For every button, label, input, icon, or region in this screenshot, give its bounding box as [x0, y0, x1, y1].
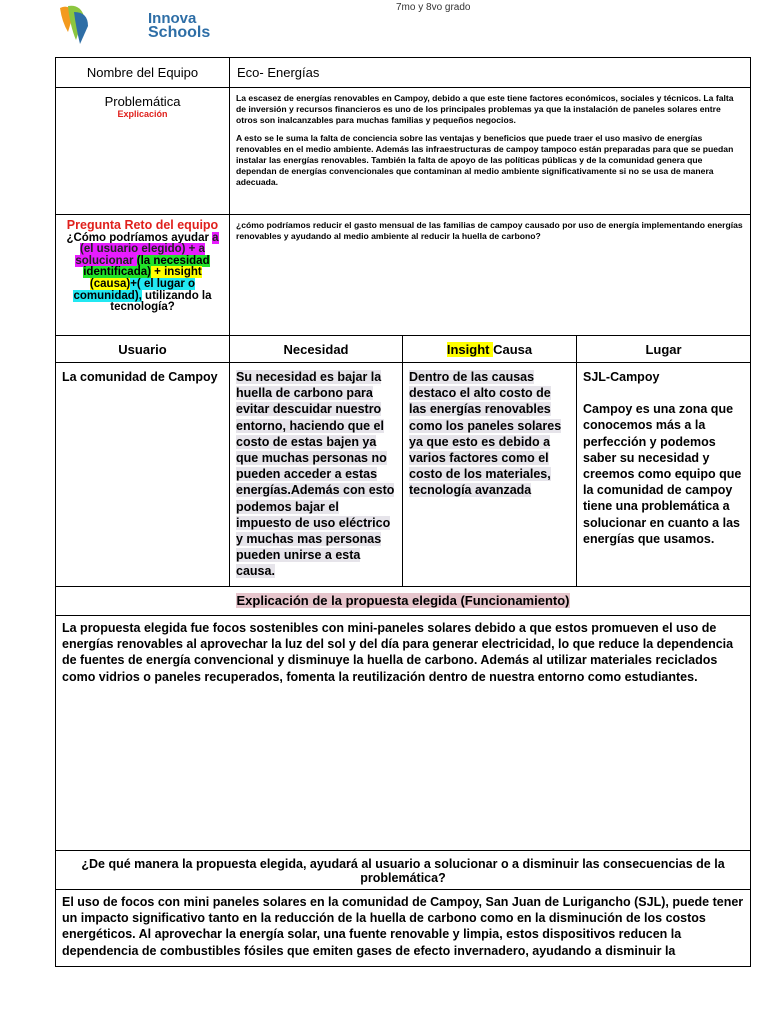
logo-text [148, 12, 210, 40]
problematica-text [230, 88, 751, 215]
reto-part3: + a solucionar [75, 243, 205, 267]
team-name: Eco- Energías [230, 58, 751, 88]
innova-schools-logo [54, 2, 211, 48]
pregunta-body: El uso de focos con mini paneles solares en la comunidad de Campoy, San Juan de Lurigancho (SJL), puede tener un impacto significativo tanto en la reducción de la huella de carbono como en la disminución de los costos energéticos. Al aprovechar la energía solar, una fuente renovable y limpia, estos dispositivos reducen la dependencia de combustibles fósiles que emiten gases de efecto invernadero, ayudando a disminuir la [56, 889, 751, 966]
reto-title: Pregunta Reto del equipo [66, 218, 219, 232]
team-label: Nombre del Equipo [56, 58, 230, 88]
columns-content-row [56, 363, 751, 587]
logo-line1: Innova [148, 10, 197, 27]
explicacion-header-row [56, 586, 751, 615]
necesidad-cell [230, 363, 403, 587]
explicacion-body-row [56, 615, 751, 850]
reto-row [56, 215, 751, 336]
reto-part8: utilizando la tecnología? [110, 289, 212, 314]
grade-label: 7mo y 8vo grado [396, 2, 471, 13]
explicacion-title-cell [56, 586, 751, 615]
necesidad-text: Su necesidad es bajar la huella de carbono para evitar descuidar nuestro entorno, haciendo que el costo de estas bajen ya que muchas personas no pueden acceder a estas energías.Además con esto podemos bajar el impuesto de uso eléctrico y muchas mas personas pueden unirse a esta causa. [236, 370, 395, 579]
reto-part1: ¿Cómo podríamos ayudar [66, 231, 213, 244]
lugar-name: SJL-Campoy [583, 370, 660, 384]
reto-answer: ¿cómo podríamos reducir el gasto mensual de las familias de campoy causado por uso de energía implementando energías renovables y ayudando al medio ambiente al reducir la huella de carbono? [230, 215, 751, 336]
problematica-subtitle: Explicación [117, 109, 168, 119]
reto-need-highlight: (la necesidad identificada) [83, 254, 210, 279]
insight-text: Dentro de las causas destaco el alto costo de las energías renovables como los paneles solares ya que esto es debido a varios factores como el costo de los materiales, tecnología avanzada [409, 370, 562, 498]
pregunta-title: ¿De qué manera la propuesta elegida, ayudará al usuario a solucionar o a disminuir las consecuencias de la problemática? [56, 850, 751, 889]
reto-insight-highlight: insight (causa) [89, 266, 202, 290]
reto-part5: + [150, 266, 165, 279]
explicacion-title: Explicación de la propuesta elegida (Funcionamiento) [236, 592, 570, 608]
columns-header-row [56, 336, 751, 363]
lugar-cell [577, 363, 751, 587]
pregunta-body-row [56, 889, 751, 966]
insight-header-rest: Causa [493, 342, 533, 357]
problematica-row [56, 88, 751, 215]
insight-header-highlight: Insight [446, 342, 494, 357]
usuario-cell [56, 363, 230, 587]
reto-place-highlight: +( el lugar o comunidad), [73, 277, 196, 302]
reto-user-highlight: a (el usuario elegido) [80, 231, 219, 256]
necesidad-header: Necesidad [230, 336, 403, 363]
pregunta-header-row [56, 850, 751, 889]
reto-question-cell [56, 215, 230, 336]
lugar-description: Campoy es una zona que conocemos más a la perfección y podemos saber su necesidad y creemos como equipo que la comunidad de campoy tiene una problemática a solucionar en cuanto a las energías que usamos. [583, 402, 742, 546]
problematica-title: Problemática [104, 94, 181, 109]
insight-cell [403, 363, 577, 587]
problematica-paragraph-2: A esto se le suma la falta de conciencia sobre las ventajas y beneficios que puede traer el uso masivo de energías renovables en el medio ambiente. Además las infraestructuras de campoy tampoco están preparadas para que se puedan instalar las energías renovables. También la falta de apoyo de las políticas públicas y de la comunidad genera que dependan de energías convencionales que contaminan al medio ambiente significativamente si no se usa de manera adecuada. [236, 133, 734, 187]
problematica-paragraph-1: La escasez de energías renovables en Campoy, debido a que este tiene factores económicos, sociales y técnicos. La falta de inversión y recursos financieros es uno de los principales problemas ya que la instalación de paneles solares entre otros son inalcanzables para muchas familias y pequeños negocios. [236, 93, 734, 125]
usuario-header: Usuario [56, 336, 230, 363]
usuario-text: La comunidad de Campoy [62, 370, 218, 384]
logo-line2: Schools [148, 24, 211, 41]
team-row [56, 58, 751, 88]
explicacion-body: La propuesta elegida fue focos sostenibles con mini-paneles solares debido a que estos promueven el uso de energías renovables al aprovechar la luz del sol y del día para generar electricidad, lo que reduce la dependencia de fuentes de energía convencional y disminuye la huella de carbono. Además al utilizar materiales reciclados como vidrios o paneles recuperados, fomenta la reutilización dentro de nuestra entorno como estudiantes. [56, 615, 751, 850]
insight-header [403, 336, 577, 363]
logo-mark-icon [54, 2, 94, 46]
problematica-title-cell [56, 88, 230, 215]
lugar-header: Lugar [577, 336, 751, 363]
project-table [55, 57, 751, 967]
